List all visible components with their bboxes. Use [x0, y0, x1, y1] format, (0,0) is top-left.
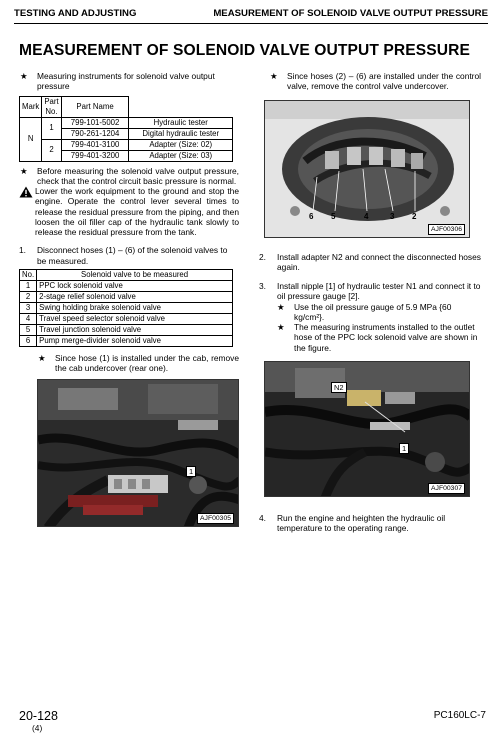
- gauge-note-text: Use the oil pressure gauge of 5.9 MPa {60 kg/cm²}.: [294, 301, 452, 322]
- right-column: [259, 71, 481, 533]
- table-row: [20, 280, 233, 291]
- header-topic: MEASUREMENT OF SOLENOID VALVE OUTPUT PRESSURE: [213, 8, 488, 19]
- part-name-cell: Adapter (Size: 03): [129, 150, 233, 161]
- part-no-cell: 799-401-3200: [61, 150, 129, 161]
- gauge-note: [259, 302, 481, 323]
- valve-cell: Travel speed selector solenoid valve: [37, 313, 233, 324]
- step-3: [259, 281, 481, 302]
- page-revision: (4): [32, 723, 43, 733]
- step-number: 1.: [19, 245, 26, 256]
- step-number: 3.: [259, 281, 266, 291]
- valves-table-header: [20, 269, 233, 280]
- no-cell: 2: [20, 291, 37, 302]
- tools-table: [19, 96, 233, 162]
- part-no-cell: 799-401-3100: [61, 139, 129, 150]
- instruments-text: Measuring instruments for solenoid valve output pressure: [37, 71, 215, 92]
- step-text: Run the engine and heighten the hydraulic oil temperature to the operating range.: [277, 512, 446, 533]
- col-part-no: Part No.: [42, 96, 61, 117]
- table-row: [20, 335, 233, 346]
- callout-6: 6: [309, 211, 314, 221]
- mark-cell: N: [20, 117, 42, 161]
- star-icon: ★: [277, 322, 285, 332]
- header-rule: [14, 23, 488, 24]
- num-cell: 2: [42, 139, 61, 161]
- callout-2: 2: [412, 211, 417, 221]
- step-4: [259, 513, 481, 534]
- table-row: [20, 302, 233, 313]
- part-name-cell: Hydraulic tester: [129, 117, 233, 128]
- star-icon: ★: [270, 71, 278, 81]
- left-column: [19, 71, 239, 527]
- table-row: [20, 291, 233, 302]
- callout-n2: N2: [331, 382, 347, 393]
- before-note: [19, 166, 239, 187]
- photo-id: AJF00307: [428, 483, 465, 494]
- table-row: [20, 324, 233, 335]
- step-1: [19, 245, 239, 266]
- tools-table-header: [20, 96, 233, 117]
- step-number: 4.: [259, 512, 266, 523]
- hose-photo-illustration: [38, 380, 239, 527]
- hose-note: [19, 353, 239, 374]
- no-cell: 3: [20, 302, 37, 313]
- step-text: Install nipple [1] of hydraulic tester N1 and connect it to oil pressure gauge [2].: [277, 281, 481, 302]
- page-number: 20-128: [19, 709, 58, 723]
- callout-label: 1: [186, 466, 196, 477]
- col-mark: Mark: [20, 96, 42, 117]
- table-row: [20, 313, 233, 324]
- callout-3: 3: [390, 211, 395, 221]
- star-icon: ★: [20, 165, 28, 176]
- header-section: TESTING AND ADJUSTING: [14, 8, 137, 19]
- no-cell: 5: [20, 324, 37, 335]
- before-note-text: Before measuring the solenoid valve output pressure, check that the control circuit basic pressure is normal.: [37, 165, 239, 186]
- num-cell: 1: [42, 117, 61, 139]
- valve-cell: Pump merge-divider solenoid valve: [37, 335, 233, 346]
- warning-text: Lower the work equipment to the ground and stop the engine. Operate the control lever several times to release the residual pressure from the piping, and then loosen the oil filler cap of the hydraulic tank slowly to release the residual pressure from the tank.: [35, 186, 239, 237]
- photo-id: AJF00305: [197, 513, 234, 524]
- no-cell: 1: [20, 280, 37, 291]
- valve-cell: Travel junction solenoid valve: [37, 324, 233, 335]
- callout-5: 5: [331, 211, 336, 221]
- warning-icon: [19, 186, 33, 198]
- part-no-cell: 799-101-5002: [61, 117, 129, 128]
- valves-table: [19, 269, 233, 347]
- step-2: [259, 252, 481, 273]
- valve-cell: PPC lock solenoid valve: [37, 280, 233, 291]
- photo-cab-underside: [37, 379, 239, 527]
- page-header: [14, 8, 488, 22]
- photo-control-valve: [264, 100, 470, 238]
- col-valve: Solenoid valve to be measured: [37, 269, 233, 280]
- machine-model: PC160LC-7: [433, 710, 486, 721]
- tester-photo-illustration: [265, 362, 470, 497]
- step-text: Install adapter N2 and connect the disconnected hoses again.: [277, 251, 481, 272]
- photo-id: AJF00306: [428, 224, 465, 235]
- valve-cell: 2-stage relief solenoid valve: [37, 291, 233, 302]
- col-no: No.: [20, 269, 37, 280]
- part-no-cell: 790-261-1204: [61, 128, 129, 139]
- callout-nipple: 1: [399, 443, 409, 454]
- page-title: MEASUREMENT OF SOLENOID VALVE OUTPUT PRESSURE: [19, 42, 470, 59]
- instrument-note: [259, 322, 481, 353]
- hoses-note: [259, 71, 481, 92]
- table-row: [20, 139, 233, 150]
- step-text: Disconnect hoses (1) – (6) of the solenoid valves to be measured.: [37, 245, 228, 266]
- instruments-note: [19, 71, 239, 92]
- star-icon: ★: [38, 352, 46, 363]
- valve-cell: Swing holding brake solenoid valve: [37, 302, 233, 313]
- part-name-cell: Digital hydraulic tester: [129, 128, 233, 139]
- hoses-note-text: Since hoses (2) – (6) are installed under the control valve, remove the control valve undercover.: [287, 71, 481, 92]
- part-name-cell: Adapter (Size: 02): [129, 139, 233, 150]
- table-row: [20, 117, 233, 128]
- instrument-note-text: The measuring instruments installed to the outlet hose of the PPC lock solenoid valve are shown in the figure.: [294, 322, 478, 353]
- star-icon: ★: [20, 71, 28, 81]
- hose-note-text: Since hose (1) is installed under the cab, remove the cab undercover (rear one).: [55, 352, 239, 373]
- step-number: 2.: [259, 251, 266, 262]
- no-cell: 6: [20, 335, 37, 346]
- callout-4: 4: [364, 211, 369, 221]
- col-part-name: Part Name: [61, 96, 129, 117]
- no-cell: 4: [20, 313, 37, 324]
- warning-note: [19, 186, 239, 237]
- photo-ppc-lock-valve: [264, 361, 470, 497]
- star-icon: ★: [277, 301, 285, 312]
